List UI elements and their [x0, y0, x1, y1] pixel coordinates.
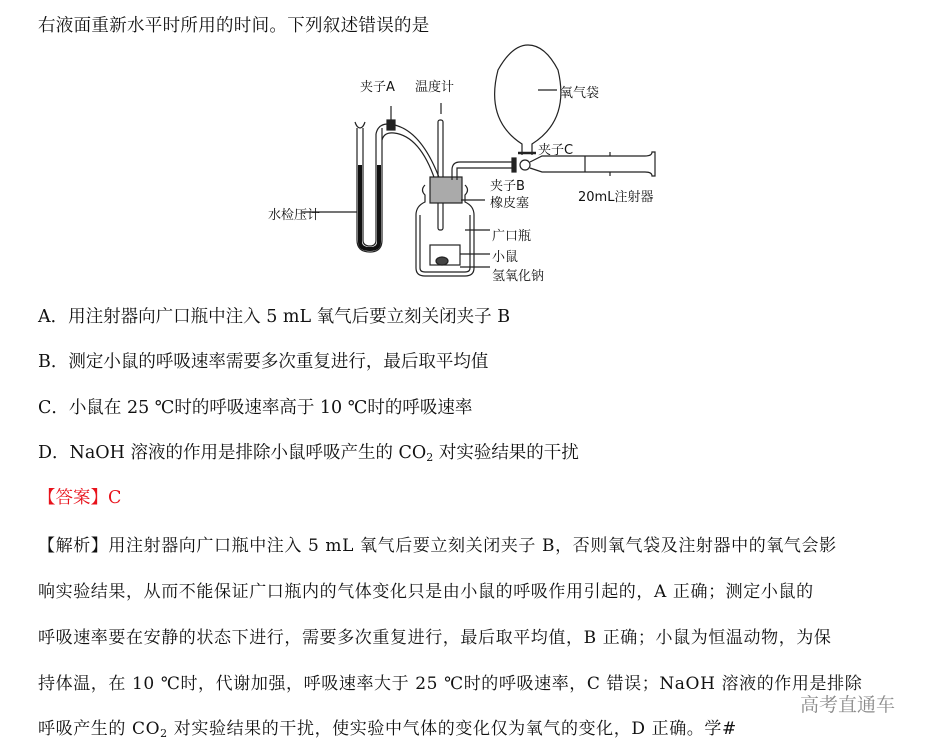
option-text-tail: 对实验结果的干扰: [433, 443, 579, 463]
option-text: 小鼠在 25 ℃时的呼吸速率高于 10 ℃时的呼吸速率: [68, 398, 473, 418]
answer-value: C: [108, 488, 122, 508]
option-letter: D．: [38, 443, 70, 463]
label-clamp-c: 夹子C: [538, 143, 574, 158]
label-naoh: 氢氧化钠: [492, 269, 545, 284]
option-text: 用注射器向广口瓶中注入 5 mL 氧气后要立刻关闭夹子 B: [68, 307, 511, 327]
option-text: 测定小鼠的呼吸速率需要多次重复进行，最后取平均值: [68, 352, 489, 372]
explanation-line-last: [38, 714, 737, 740]
option-letter: A．: [38, 307, 69, 327]
subscript: 2: [426, 451, 434, 464]
label-clamp-a: 夹子A: [360, 80, 395, 95]
label-oxygen-bag: 氧气袋: [560, 86, 600, 101]
question-stem: 右液面重新水平时所用的时间。下列叙述错误的是: [38, 16, 430, 36]
label-clamp-b: 夹子B: [490, 179, 525, 194]
option-letter: B．: [38, 352, 69, 372]
explanation-line: 持体温，在 10 ℃时，代谢加强，呼吸速率大于 25 ℃时的呼吸速率，C 错误；NaOH 溶液的作用是排除: [38, 674, 863, 694]
label-thermometer: 温度计: [415, 80, 455, 95]
explanation-line: 响实验结果，从而不能保证广口瓶内的气体变化只是由小鼠的呼吸作用引起的，A 正确；测定小鼠的: [38, 582, 814, 602]
label-syringe: 20mL注射器: [578, 190, 654, 205]
option-b: [38, 348, 488, 373]
subscript: 2: [160, 727, 168, 740]
watermark: 高考直通车: [800, 694, 896, 716]
option-d: [38, 439, 579, 464]
option-c: [38, 394, 472, 419]
explanation-line: 【解析】用注射器向广口瓶中注入 5 mL 氧气后要立刻关闭夹子 B，否则氧气袋及注射器中的氧气会影: [38, 536, 837, 556]
explanation-text-tail: 对实验结果的干扰，使实验中气体的变化仅为氧气的变化，D 正确。学#: [167, 719, 737, 739]
answer-label: 【答案】: [38, 488, 108, 508]
option-letter: C．: [38, 398, 69, 418]
label-mouse: 小鼠: [492, 250, 519, 265]
label-manometer: 水检压计: [268, 208, 321, 223]
label-jar: 广口瓶: [492, 229, 532, 244]
label-stopper: 橡皮塞: [490, 196, 530, 211]
option-a: [38, 303, 510, 328]
explanation-line: 呼吸速率要在安静的状态下进行，需要多次重复进行，最后取平均值，B 正确；小鼠为恒温动物，为保: [38, 628, 832, 648]
answer: [38, 484, 121, 509]
experiment-apparatus-diagram: [260, 40, 680, 290]
option-text: NaOH 溶液的作用是排除小鼠呼吸产生的 CO: [69, 443, 427, 463]
apparatus-drawing: [260, 40, 680, 290]
explanation-text: 呼吸产生的 CO: [38, 719, 161, 739]
